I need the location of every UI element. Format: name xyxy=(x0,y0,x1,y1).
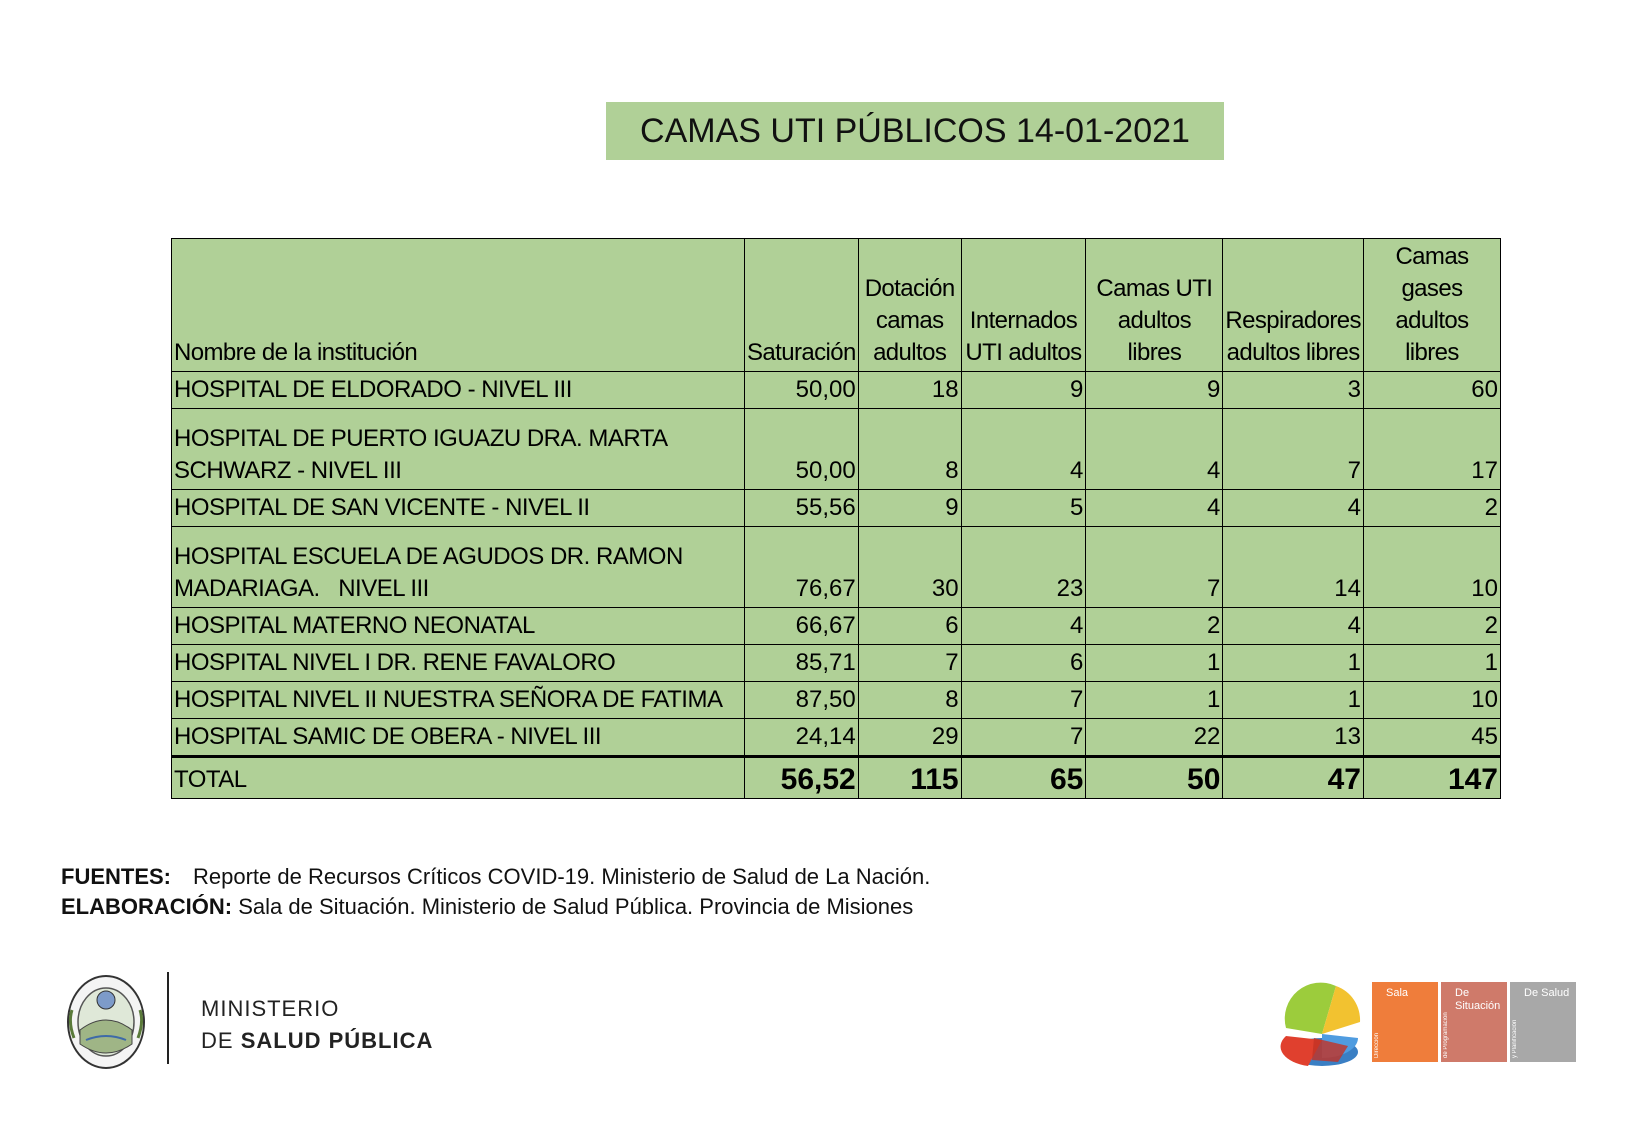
internados-value: 5 xyxy=(961,490,1086,527)
saturation-value: 76,67 xyxy=(744,527,858,608)
gases-value: 2 xyxy=(1363,490,1500,527)
camas-libres-value: 4 xyxy=(1086,409,1223,490)
logo-box-salud: y Planificación De Salud xyxy=(1510,982,1576,1062)
elaboracion-text: Sala de Situación. Ministerio de Salud Pública. Provincia de Misiones xyxy=(238,894,914,919)
saturation-value: 85,71 xyxy=(744,645,858,682)
header-camas-uti-libres: Camas UTI adultos libres xyxy=(1086,239,1223,372)
table-row xyxy=(172,719,1501,757)
pie-chart-icon xyxy=(1278,978,1368,1078)
fuentes-line xyxy=(61,862,930,892)
institution-name: HOSPITAL ESCUELA DE AGUDOS DR. RAMON MADARIAGA. NIVEL III xyxy=(172,527,745,608)
institution-name: HOSPITAL DE PUERTO IGUAZU DRA. MARTA SCHWARZ - NIVEL III xyxy=(172,409,745,490)
logo-divider xyxy=(167,972,169,1064)
header-respiradores-libres: Respiradores adultos libres xyxy=(1223,239,1364,372)
sala-situacion-logo xyxy=(1278,978,1578,1078)
saturation-value: 24,14 xyxy=(744,719,858,757)
saturation-value: 55,56 xyxy=(744,490,858,527)
camas-libres-value: 4 xyxy=(1086,490,1223,527)
internados-value: 4 xyxy=(961,409,1086,490)
internados-value: 23 xyxy=(961,527,1086,608)
header-saturation: Saturación xyxy=(744,239,858,372)
saturation-value: 66,67 xyxy=(744,608,858,645)
fuentes-label: FUENTES: xyxy=(61,864,171,889)
total-dotacion: 115 xyxy=(858,757,961,799)
header-dotacion: Dotación camas adultos xyxy=(858,239,961,372)
gases-value: 60 xyxy=(1363,372,1500,409)
total-respiradores: 47 xyxy=(1223,757,1364,799)
table-row xyxy=(172,409,1501,490)
sources-block xyxy=(61,862,930,922)
respiradores-value: 7 xyxy=(1223,409,1364,490)
internados-value: 7 xyxy=(961,682,1086,719)
gases-value: 45 xyxy=(1363,719,1500,757)
dotacion-value: 8 xyxy=(858,682,961,719)
camas-libres-value: 2 xyxy=(1086,608,1223,645)
dotacion-value: 18 xyxy=(858,372,961,409)
respiradores-value: 1 xyxy=(1223,682,1364,719)
internados-value: 6 xyxy=(961,645,1086,682)
institution-name: HOSPITAL MATERNO NEONATAL xyxy=(172,608,745,645)
ministry-line-2: DE SALUD PÚBLICA xyxy=(201,1028,434,1053)
camas-libres-value: 1 xyxy=(1086,682,1223,719)
dotacion-value: 6 xyxy=(858,608,961,645)
logo-box-situacion: de Programación De Situación xyxy=(1441,982,1507,1062)
ministry-logo-text xyxy=(201,993,433,1057)
camas-libres-value: 1 xyxy=(1086,645,1223,682)
uti-beds-table xyxy=(171,238,1501,799)
dotacion-value: 29 xyxy=(858,719,961,757)
dotacion-value: 8 xyxy=(858,409,961,490)
camas-libres-value: 22 xyxy=(1086,719,1223,757)
respiradores-value: 14 xyxy=(1223,527,1364,608)
gases-value: 2 xyxy=(1363,608,1500,645)
table-row xyxy=(172,490,1501,527)
institution-name: HOSPITAL NIVEL II NUESTRA SEÑORA DE FATIMA xyxy=(172,682,745,719)
gases-value: 10 xyxy=(1363,527,1500,608)
header-camas-gases-libres: Camas gases adultos libres xyxy=(1363,239,1500,372)
header-internados: Internados UTI adultos xyxy=(961,239,1086,372)
institution-name: HOSPITAL SAMIC DE OBERA - NIVEL III xyxy=(172,719,745,757)
table-row xyxy=(172,682,1501,719)
total-internados: 65 xyxy=(961,757,1086,799)
camas-libres-value: 7 xyxy=(1086,527,1223,608)
ministry-line-1: MINISTERIO xyxy=(201,996,340,1021)
internados-value: 7 xyxy=(961,719,1086,757)
dotacion-value: 7 xyxy=(858,645,961,682)
elaboracion-line xyxy=(61,892,930,922)
table-row xyxy=(172,372,1501,409)
internados-value: 4 xyxy=(961,608,1086,645)
table-row xyxy=(172,608,1501,645)
table-header-row xyxy=(172,239,1501,372)
total-label: TOTAL xyxy=(172,757,745,799)
total-camas-libres: 50 xyxy=(1086,757,1223,799)
page-title: CAMAS UTI PÚBLICOS 14-01-2021 xyxy=(606,102,1224,160)
gases-value: 1 xyxy=(1363,645,1500,682)
saturation-value: 50,00 xyxy=(744,409,858,490)
institution-name: HOSPITAL DE SAN VICENTE - NIVEL II xyxy=(172,490,745,527)
table-row xyxy=(172,527,1501,608)
table-row xyxy=(172,645,1501,682)
total-gases: 147 xyxy=(1363,757,1500,799)
gases-value: 10 xyxy=(1363,682,1500,719)
province-seal-icon xyxy=(64,970,148,1072)
respiradores-value: 3 xyxy=(1223,372,1364,409)
fuentes-text: Reporte de Recursos Críticos COVID-19. Ministerio de Salud de La Nación. xyxy=(193,864,931,889)
header-institution: Nombre de la institución xyxy=(172,239,745,372)
camas-libres-value: 9 xyxy=(1086,372,1223,409)
dotacion-value: 9 xyxy=(858,490,961,527)
saturation-value: 50,00 xyxy=(744,372,858,409)
table-total-row xyxy=(172,757,1501,799)
internados-value: 9 xyxy=(961,372,1086,409)
gases-value: 17 xyxy=(1363,409,1500,490)
respiradores-value: 4 xyxy=(1223,608,1364,645)
respiradores-value: 13 xyxy=(1223,719,1364,757)
institution-name: HOSPITAL NIVEL I DR. RENE FAVALORO xyxy=(172,645,745,682)
elaboracion-label: ELABORACIÓN: xyxy=(61,894,233,919)
logo-box-sala: Dirección Sala xyxy=(1372,982,1438,1062)
institution-name: HOSPITAL DE ELDORADO - NIVEL III xyxy=(172,372,745,409)
respiradores-value: 1 xyxy=(1223,645,1364,682)
dotacion-value: 30 xyxy=(858,527,961,608)
total-saturation: 56,52 xyxy=(744,757,858,799)
respiradores-value: 4 xyxy=(1223,490,1364,527)
saturation-value: 87,50 xyxy=(744,682,858,719)
